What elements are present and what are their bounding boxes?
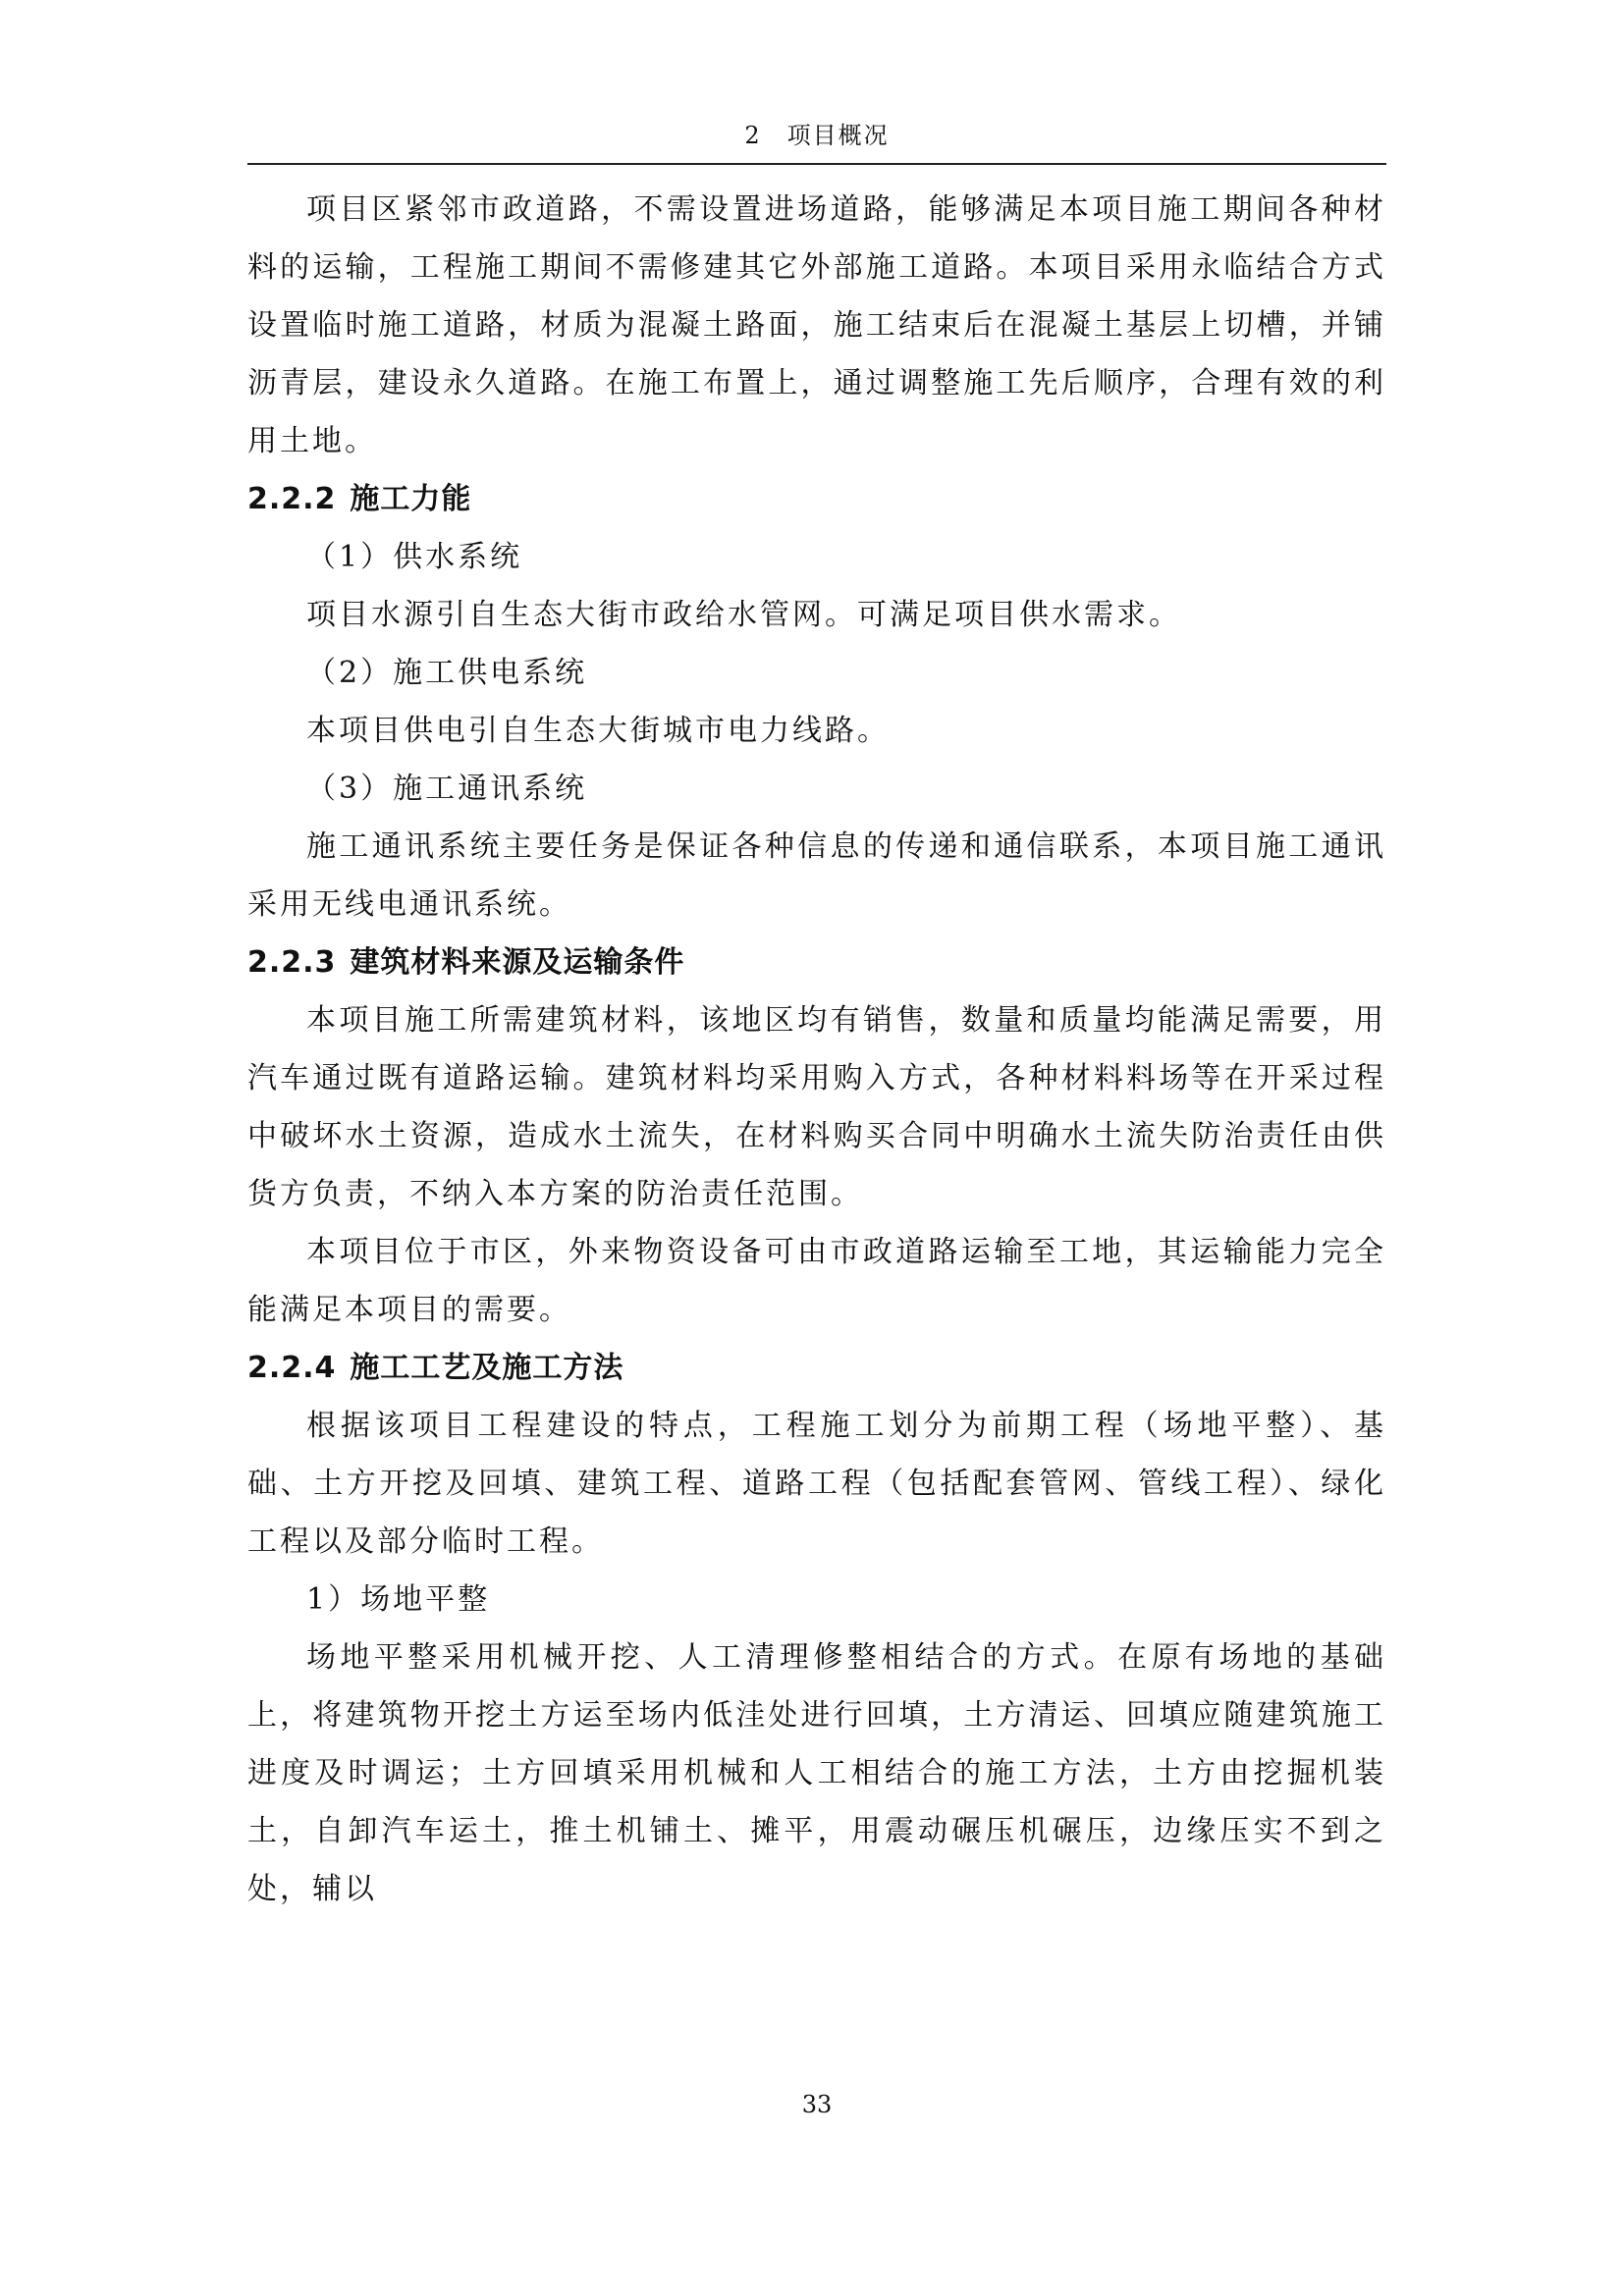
paragraph-materials: 本项目施工所需建筑材料，该地区均有销售，数量和质量均能满足需要，用汽车通过既有道路运输。建筑材料均采用购入方式，各种材料料场等在开采过程中破坏水土资源，造成水土流失，在材料购买合同中明确水土流失防治责任由供货方负责，不纳入本方案的防治责任范围。: [247, 1003, 1386, 1211]
section-heading-2-2-2: [247, 470, 1386, 528]
section-number: 2.2.3: [247, 945, 337, 980]
paragraph-water-supply: 项目水源引自生态大街市政给水管网。可满足项目供水需求。: [306, 598, 1181, 632]
section-number: 2.2.2: [247, 482, 337, 516]
section-title: 施工工艺及施工方法: [350, 1351, 624, 1385]
section-heading-2-2-3: [247, 934, 1386, 991]
section-title: 建筑材料来源及运输条件: [350, 945, 685, 980]
paragraph-power-supply: 本项目供电引自生态大街城市电力线路。: [306, 714, 890, 748]
list-item-water-supply: （1）供水系统: [306, 540, 523, 574]
paragraph-site-leveling: 场地平整采用机械开挖、人工清理修整相结合的方式。在原有场地的基础上，将建筑物开挖土方运至场内低洼处进行回填，土方清运、回填应随建筑施工进度及时调运；土方回填采用机械和人工相结合的施工方法，土方由挖掘机装土，自卸汽车运土，推土机铺土、摊平，用震动碾压机碾压，边缘压实不到之处，辅以: [247, 1640, 1386, 1906]
list-item-power-supply: （2）施工供电系统: [306, 656, 588, 690]
paragraph-transport: 本项目位于市区，外来物资设备可由市政道路运输至工地，其运输能力完全能满足本项目的需要。: [247, 1235, 1386, 1327]
list-item-communication: （3）施工通讯系统: [306, 772, 588, 806]
running-header: 2 项目概况: [744, 122, 890, 149]
list-item-site-leveling: 1）场地平整: [306, 1582, 491, 1617]
page-body: [247, 181, 1386, 1918]
page-number: 33: [801, 2091, 833, 2118]
paragraph-site-roads: 项目区紧邻市政道路，不需设置进场道路，能够满足本项目施工期间各种材料的运输，工程施工期间不需修建其它外部施工道路。本项目采用永临结合方式设置临时施工道路，材质为混凝土路面，施工结束后在混凝土基层上切槽，并铺沥青层，建设永久道路。在施工布置上，通过调整施工先后顺序，合理有效的利用土地。: [247, 192, 1386, 458]
paragraph-process: 根据该项目工程建设的特点，工程施工划分为前期工程（场地平整）、基础、土方开挖及回填、建筑工程、道路工程（包括配套管网、管线工程）、绿化工程以及部分临时工程。: [247, 1409, 1386, 1559]
section-heading-2-2-4: [247, 1339, 1386, 1397]
paragraph-communication: 施工通讯系统主要任务是保证各种信息的传递和通信联系，本项目施工通讯采用无线电通讯系统。: [247, 829, 1386, 922]
section-title: 施工力能: [350, 482, 472, 516]
section-number: 2.2.4: [247, 1351, 337, 1385]
header-rule: [247, 163, 1386, 165]
